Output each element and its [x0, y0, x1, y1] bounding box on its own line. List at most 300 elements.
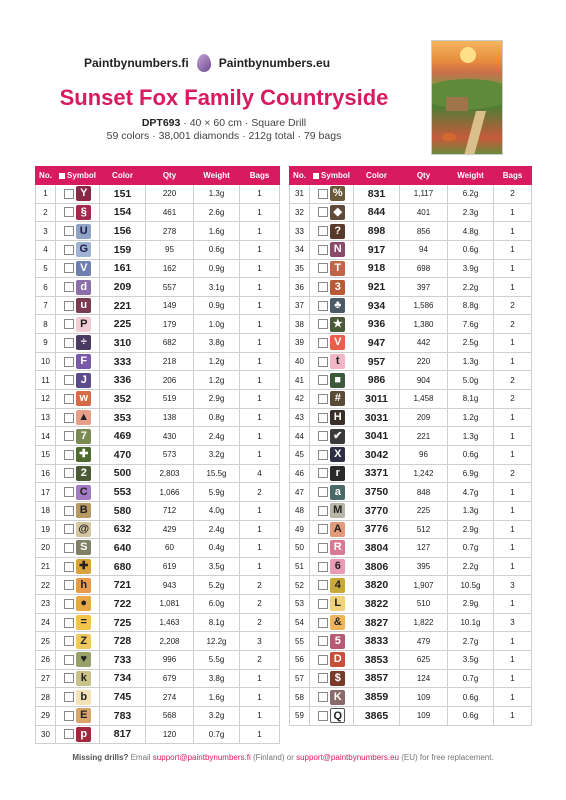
row-checkbox[interactable]: [64, 692, 74, 702]
weight-value: 2.9g: [194, 390, 240, 409]
row-checkbox[interactable]: [318, 245, 328, 255]
symbol-cell: [56, 688, 100, 707]
weight-value: 1.3g: [448, 427, 494, 446]
brand-eu[interactable]: Paintbynumbers.eu: [218, 56, 331, 70]
row-number: 19: [36, 520, 56, 539]
symbol-cell: [310, 371, 354, 390]
weight-value: 3.8g: [194, 334, 240, 353]
weight-value: 1.3g: [448, 352, 494, 371]
row-number: 40: [290, 352, 310, 371]
symbol-chip: Q: [330, 708, 345, 723]
qty-value: 95: [146, 240, 194, 259]
symbol-cell: [310, 669, 354, 688]
table-row: [290, 557, 532, 576]
row-checkbox[interactable]: [318, 673, 328, 683]
color-code: 3865: [354, 706, 400, 725]
table-row: [290, 576, 532, 595]
qty-value: 221: [400, 427, 448, 446]
row-checkbox[interactable]: [318, 413, 328, 423]
bags-value: 1: [240, 445, 280, 464]
header-weight: Weight: [194, 167, 240, 185]
table-row: [290, 483, 532, 502]
qty-value: 1,463: [146, 613, 194, 632]
weight-value: 10.5g: [448, 576, 494, 595]
symbol-chip: L: [330, 596, 345, 611]
row-checkbox[interactable]: [318, 263, 328, 273]
symbol-chip: Z: [76, 634, 91, 649]
row-checkbox[interactable]: [64, 618, 74, 628]
symbol-cell: [56, 669, 100, 688]
symbol-chip: ◆: [330, 205, 345, 220]
row-checkbox[interactable]: [318, 282, 328, 292]
row-checkbox[interactable]: [64, 562, 74, 572]
symbol-cell: [56, 259, 100, 278]
row-checkbox[interactable]: [64, 319, 74, 329]
table-row: [290, 203, 532, 222]
qty-value: 1,066: [146, 483, 194, 502]
row-number: 38: [290, 315, 310, 334]
row-checkbox[interactable]: [64, 655, 74, 665]
qty-value: 395: [400, 557, 448, 576]
header-no: No.: [290, 167, 310, 185]
table-row: [290, 352, 532, 371]
qty-value: 996: [146, 651, 194, 670]
bags-value: 2: [240, 483, 280, 502]
row-checkbox[interactable]: [64, 729, 74, 739]
table-row: [290, 259, 532, 278]
symbol-cell: [310, 483, 354, 502]
qty-value: 94: [400, 240, 448, 259]
footer-text-1: Email: [128, 753, 153, 762]
row-checkbox[interactable]: [318, 468, 328, 478]
symbol-chip: ✚: [76, 447, 91, 462]
weight-value: 2.4g: [194, 427, 240, 446]
weight-value: 0.6g: [448, 445, 494, 464]
footer-text-2: (Finland) or: [250, 753, 297, 762]
color-code: 722: [100, 595, 146, 614]
symbol-chip: w: [76, 391, 91, 406]
row-checkbox[interactable]: [318, 562, 328, 572]
symbol-chip: ●: [76, 596, 91, 611]
bags-value: 1: [240, 315, 280, 334]
row-checkbox[interactable]: [64, 431, 74, 441]
color-code: 725: [100, 613, 146, 632]
row-checkbox[interactable]: [64, 468, 74, 478]
table-row: [36, 185, 280, 204]
weight-value: 1.2g: [448, 408, 494, 427]
symbol-cell: [310, 632, 354, 651]
symbol-chip: #: [330, 391, 345, 406]
symbol-chip: ÷: [76, 335, 91, 350]
row-checkbox[interactable]: [64, 357, 74, 367]
weight-value: 1.3g: [194, 185, 240, 204]
symbol-chip: a: [330, 485, 345, 500]
fox-shape: [442, 133, 456, 141]
row-number: 15: [36, 445, 56, 464]
symbol-chip: p: [76, 727, 91, 742]
qty-value: 510: [400, 595, 448, 614]
bags-value: 1: [240, 296, 280, 315]
row-number: 31: [290, 185, 310, 204]
row-checkbox[interactable]: [64, 338, 74, 348]
symbol-cell: [56, 185, 100, 204]
weight-value: 5.5g: [194, 651, 240, 670]
color-code: 898: [354, 222, 400, 241]
bags-value: 1: [494, 651, 532, 670]
weight-value: 0.9g: [194, 259, 240, 278]
symbol-chip: T: [330, 261, 345, 276]
color-code: 469: [100, 427, 146, 446]
color-code: 470: [100, 445, 146, 464]
weight-value: 0.6g: [448, 240, 494, 259]
bags-value: 1: [240, 185, 280, 204]
row-number: 20: [36, 539, 56, 558]
symbol-cell: [310, 315, 354, 334]
row-checkbox[interactable]: [318, 450, 328, 460]
row-checkbox[interactable]: [318, 207, 328, 217]
symbol-chip: A: [330, 522, 345, 537]
symbol-chip: h: [76, 578, 91, 593]
qty-value: 1,117: [400, 185, 448, 204]
symbol-cell: [310, 185, 354, 204]
bags-value: 3: [494, 576, 532, 595]
color-code: 3859: [354, 688, 400, 707]
color-code: 3806: [354, 557, 400, 576]
symbol-chip: @: [76, 522, 91, 537]
symbol-chip: %: [330, 186, 345, 201]
symbol-chip: ?: [330, 224, 345, 239]
symbol-chip: 5: [330, 634, 345, 649]
row-checkbox[interactable]: [64, 263, 74, 273]
table-row: [290, 706, 532, 725]
bags-value: 1: [494, 334, 532, 353]
footer-lead: Missing drills?: [72, 753, 129, 762]
row-checkbox[interactable]: [318, 338, 328, 348]
color-code: 151: [100, 185, 146, 204]
email-eu-link[interactable]: support@paintbynumbers.eu: [296, 753, 399, 762]
color-code: 352: [100, 390, 146, 409]
row-number: 32: [290, 203, 310, 222]
weight-value: 6.9g: [448, 464, 494, 483]
row-number: 27: [36, 669, 56, 688]
symbol-chip: S: [76, 540, 91, 555]
row-checkbox[interactable]: [64, 226, 74, 236]
weight-value: 7.6g: [448, 315, 494, 334]
row-checkbox[interactable]: [64, 636, 74, 646]
row-number: 37: [290, 296, 310, 315]
header-symbol-label: Symbol: [321, 171, 350, 180]
qty-value: 60: [146, 539, 194, 558]
bags-value: 2: [494, 371, 532, 390]
header-no: No.: [36, 167, 56, 185]
color-code: 817: [100, 725, 146, 744]
symbol-cell: [56, 390, 100, 409]
qty-value: 225: [400, 501, 448, 520]
qty-value: 220: [146, 185, 194, 204]
color-code: 553: [100, 483, 146, 502]
row-number: 7: [36, 296, 56, 315]
table-row: [290, 613, 532, 632]
bags-value: 1: [240, 725, 280, 744]
weight-value: 0.4g: [194, 539, 240, 558]
weight-value: 2.5g: [448, 334, 494, 353]
table-row: [36, 408, 280, 427]
row-checkbox[interactable]: [64, 207, 74, 217]
row-checkbox[interactable]: [318, 711, 328, 721]
row-checkbox[interactable]: [318, 487, 328, 497]
brand-row: [84, 54, 330, 72]
symbol-chip: C: [76, 485, 91, 500]
qty-value: 679: [146, 669, 194, 688]
row-checkbox[interactable]: [318, 636, 328, 646]
row-number: 52: [290, 576, 310, 595]
table-row: [290, 371, 532, 390]
row-checkbox[interactable]: [64, 673, 74, 683]
row-checkbox[interactable]: [318, 301, 328, 311]
qty-value: 162: [146, 259, 194, 278]
symbol-cell: [310, 334, 354, 353]
row-checkbox[interactable]: [318, 599, 328, 609]
row-checkbox[interactable]: [318, 692, 328, 702]
bags-value: 1: [240, 669, 280, 688]
row-checkbox[interactable]: [64, 580, 74, 590]
row-number: 34: [290, 240, 310, 259]
qty-value: 179: [146, 315, 194, 334]
color-code: 680: [100, 557, 146, 576]
row-checkbox[interactable]: [64, 711, 74, 721]
table-row: [290, 520, 532, 539]
row-checkbox[interactable]: [64, 487, 74, 497]
symbol-cell: [56, 203, 100, 222]
row-checkbox[interactable]: [64, 450, 74, 460]
row-checkbox[interactable]: [318, 506, 328, 516]
color-code: 734: [100, 669, 146, 688]
weight-value: 2.4g: [194, 520, 240, 539]
weight-value: 1.0g: [194, 315, 240, 334]
row-number: 51: [290, 557, 310, 576]
bags-value: 2: [494, 296, 532, 315]
qty-value: 109: [400, 706, 448, 725]
table-row: [36, 464, 280, 483]
row-checkbox[interactable]: [318, 357, 328, 367]
symbol-chip: N: [330, 242, 345, 257]
row-checkbox[interactable]: [318, 394, 328, 404]
qty-value: 904: [400, 371, 448, 390]
row-checkbox[interactable]: [318, 189, 328, 199]
row-checkbox[interactable]: [64, 413, 74, 423]
symbol-chip: ■: [330, 373, 345, 388]
row-number: 3: [36, 222, 56, 241]
qty-value: 220: [400, 352, 448, 371]
symbol-chip: V: [76, 261, 91, 276]
symbol-cell: [56, 576, 100, 595]
qty-value: 127: [400, 539, 448, 558]
weight-value: 10.1g: [448, 613, 494, 632]
color-code: 721: [100, 576, 146, 595]
symbol-cell: [56, 334, 100, 353]
weight-value: 1.2g: [194, 352, 240, 371]
row-number: 47: [290, 483, 310, 502]
row-number: 43: [290, 408, 310, 427]
product-summary: 59 colors · 38,001 diamonds · 212g total · 79 bags: [106, 130, 342, 142]
symbol-chip: k: [76, 671, 91, 686]
table-row: [36, 576, 280, 595]
row-checkbox[interactable]: [318, 543, 328, 553]
bags-value: 1: [494, 259, 532, 278]
symbol-chip: 3: [330, 280, 345, 295]
table-row: [36, 334, 280, 353]
bags-value: 2: [494, 315, 532, 334]
symbol-chip: R: [330, 540, 345, 555]
weight-value: 4.0g: [194, 501, 240, 520]
table-row: [36, 595, 280, 614]
color-code: 3853: [354, 651, 400, 670]
table-row: [36, 632, 280, 651]
symbol-chip: E: [76, 708, 91, 723]
symbol-chip: =: [76, 615, 91, 630]
bags-value: 1: [494, 501, 532, 520]
table-row: [290, 334, 532, 353]
qty-value: 573: [146, 445, 194, 464]
color-code: 3041: [354, 427, 400, 446]
weight-value: 0.6g: [194, 240, 240, 259]
row-checkbox[interactable]: [318, 618, 328, 628]
symbol-chip: &: [330, 615, 345, 630]
qty-value: 1,081: [146, 595, 194, 614]
row-checkbox[interactable]: [64, 543, 74, 553]
table-row: [290, 315, 532, 334]
color-code: 3820: [354, 576, 400, 595]
symbol-cell: [56, 483, 100, 502]
symbol-chip: $: [330, 671, 345, 686]
bags-value: 1: [494, 706, 532, 725]
weight-value: 0.7g: [194, 725, 240, 744]
symbol-chip: X: [330, 447, 345, 462]
row-checkbox[interactable]: [318, 580, 328, 590]
brand-fi[interactable]: Paintbynumbers.fi: [84, 56, 189, 70]
row-checkbox[interactable]: [64, 599, 74, 609]
qty-value: 442: [400, 334, 448, 353]
table-row: [290, 185, 532, 204]
bags-value: 1: [240, 520, 280, 539]
email-fi-link[interactable]: support@paintbynumbers.fi: [152, 753, 251, 762]
color-code: 728: [100, 632, 146, 651]
bags-value: 1: [494, 240, 532, 259]
row-checkbox[interactable]: [318, 431, 328, 441]
color-code: 225: [100, 315, 146, 334]
page-title: Sunset Fox Family Countryside: [59, 85, 389, 110]
row-number: 24: [36, 613, 56, 632]
table-row: [290, 427, 532, 446]
table-row: [36, 390, 280, 409]
symbol-cell: [310, 539, 354, 558]
symbol-cell: [56, 557, 100, 576]
qty-value: 1,458: [400, 390, 448, 409]
qty-value: 429: [146, 520, 194, 539]
color-code: 3857: [354, 669, 400, 688]
weight-value: 1.6g: [194, 688, 240, 707]
row-number: 22: [36, 576, 56, 595]
row-number: 29: [36, 706, 56, 725]
symbol-cell: [310, 688, 354, 707]
row-checkbox[interactable]: [318, 655, 328, 665]
footer-text-3: (EU) for free replacement.: [398, 753, 494, 762]
symbol-cell: [56, 520, 100, 539]
table-row: [290, 651, 532, 670]
weight-value: 5.2g: [194, 576, 240, 595]
color-code: 3833: [354, 632, 400, 651]
row-number: 58: [290, 688, 310, 707]
color-code: 156: [100, 222, 146, 241]
weight-value: 4.7g: [448, 483, 494, 502]
qty-value: 698: [400, 259, 448, 278]
row-checkbox[interactable]: [64, 189, 74, 199]
row-checkbox[interactable]: [64, 282, 74, 292]
table-row: [36, 315, 280, 334]
symbol-chip: u: [76, 298, 91, 313]
row-number: 50: [290, 539, 310, 558]
footer-note: [0, 753, 566, 762]
color-code: 580: [100, 501, 146, 520]
row-number: 6: [36, 278, 56, 297]
row-number: 28: [36, 688, 56, 707]
row-checkbox[interactable]: [64, 394, 74, 404]
qty-value: 138: [146, 408, 194, 427]
symbol-cell: [310, 390, 354, 409]
symbol-chip: D: [330, 652, 345, 667]
symbol-cell: [56, 539, 100, 558]
row-checkbox[interactable]: [64, 506, 74, 516]
symbol-cell: [56, 613, 100, 632]
symbol-cell: [310, 408, 354, 427]
row-number: 53: [290, 595, 310, 614]
row-checkbox[interactable]: [318, 226, 328, 236]
symbol-chip: §: [76, 205, 91, 220]
weight-value: 1.6g: [194, 222, 240, 241]
row-checkbox[interactable]: [64, 301, 74, 311]
symbol-cell: [310, 576, 354, 595]
row-checkbox[interactable]: [64, 245, 74, 255]
qty-value: 557: [146, 278, 194, 297]
bags-value: 1: [240, 278, 280, 297]
row-number: 17: [36, 483, 56, 502]
qty-value: 2,803: [146, 464, 194, 483]
symbol-chip: r: [330, 466, 345, 481]
symbol-chip: P: [76, 317, 91, 332]
row-checkbox[interactable]: [64, 375, 74, 385]
weight-value: 2.9g: [448, 595, 494, 614]
symbol-chip: G: [76, 242, 91, 257]
bags-value: 1: [494, 539, 532, 558]
row-checkbox[interactable]: [318, 375, 328, 385]
color-code: 957: [354, 352, 400, 371]
header-bags: Bags: [240, 167, 280, 185]
table-row: [290, 501, 532, 520]
row-number: 46: [290, 464, 310, 483]
color-code: 159: [100, 240, 146, 259]
qty-value: 124: [400, 669, 448, 688]
checkbox-header-icon: [313, 173, 319, 179]
symbol-cell: [310, 296, 354, 315]
row-number: 56: [290, 651, 310, 670]
table-row: [36, 520, 280, 539]
row-checkbox[interactable]: [318, 524, 328, 534]
row-checkbox[interactable]: [318, 319, 328, 329]
row-number: 55: [290, 632, 310, 651]
row-checkbox[interactable]: [64, 524, 74, 534]
symbol-cell: [56, 725, 100, 744]
qty-value: 568: [146, 706, 194, 725]
